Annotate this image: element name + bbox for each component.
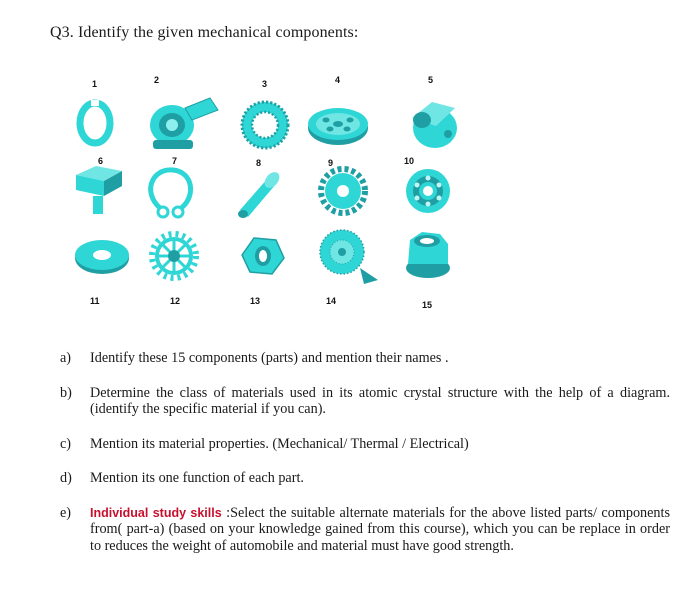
task-text: Determine the class of materials used in its atomic crystal structure with the help of a diagram. (identify the specific material if you can).: [90, 384, 670, 417]
pin-icon: [238, 169, 282, 218]
task-item: [60, 436, 670, 453]
label-9: 9: [328, 158, 334, 168]
hex-nut-icon: [242, 238, 284, 274]
label-4: 4: [335, 75, 341, 85]
components-figure: [60, 60, 480, 320]
label-12: 12: [170, 296, 181, 306]
task-letter: b): [60, 384, 72, 401]
finned-disc-icon: [320, 230, 378, 284]
label-8: 8: [256, 158, 262, 168]
label-11: 11: [90, 296, 100, 306]
task-text: [90, 505, 670, 555]
flat-washer-icon: [75, 240, 129, 274]
task-text: Mention its one function of each part.: [90, 470, 304, 486]
task-letter: e): [60, 504, 72, 521]
label-14: 14: [326, 296, 337, 306]
task-item: [60, 505, 670, 555]
task-text-body: :Select the suitable alternate materials for the above listed parts/ components from( part-a) (based on your knowledge gained from this course), which you can be replace in order to reduces the weight of automobile and material must have good strength.: [90, 504, 670, 554]
ball-bearing-icon: [406, 169, 450, 213]
label-1: 1: [92, 79, 98, 89]
task-item: [60, 470, 670, 487]
task-item: [60, 350, 670, 367]
internal-gear-icon: [242, 102, 288, 148]
sprocket-icon: [152, 234, 196, 278]
task-letter: c): [60, 435, 72, 452]
label-10: 10: [404, 156, 415, 166]
label-15: 15: [422, 300, 433, 310]
flange-nut-icon: [406, 232, 450, 278]
flanged-bearing-icon: [412, 102, 457, 148]
task-item: [60, 385, 670, 418]
pulley-wheel-icon: [308, 108, 368, 145]
task-letter: a): [60, 350, 72, 366]
label-2: 2: [154, 75, 160, 85]
circlip-icon: [151, 170, 191, 217]
pump-housing-icon: [150, 98, 218, 149]
label-3: 3: [262, 79, 268, 89]
task-text: Identify these 15 components (parts) and mention their names .: [90, 350, 449, 366]
label-13: 13: [250, 296, 261, 306]
label-7: 7: [172, 156, 178, 166]
bracket-block-icon: [76, 166, 122, 214]
task-text: Mention its material properties. (Mechanical/ Thermal / Electrical): [90, 435, 469, 452]
label-6: 6: [98, 156, 104, 166]
spur-gear-icon: [321, 169, 365, 213]
task-list: [60, 350, 670, 572]
open-ring-icon: [80, 100, 110, 143]
study-skills-highlight: Individual study skills: [90, 505, 222, 520]
label-5: 5: [428, 75, 434, 85]
task-letter: d): [60, 470, 72, 486]
question-title: Q3. Identify the given mechanical components:: [50, 24, 359, 41]
